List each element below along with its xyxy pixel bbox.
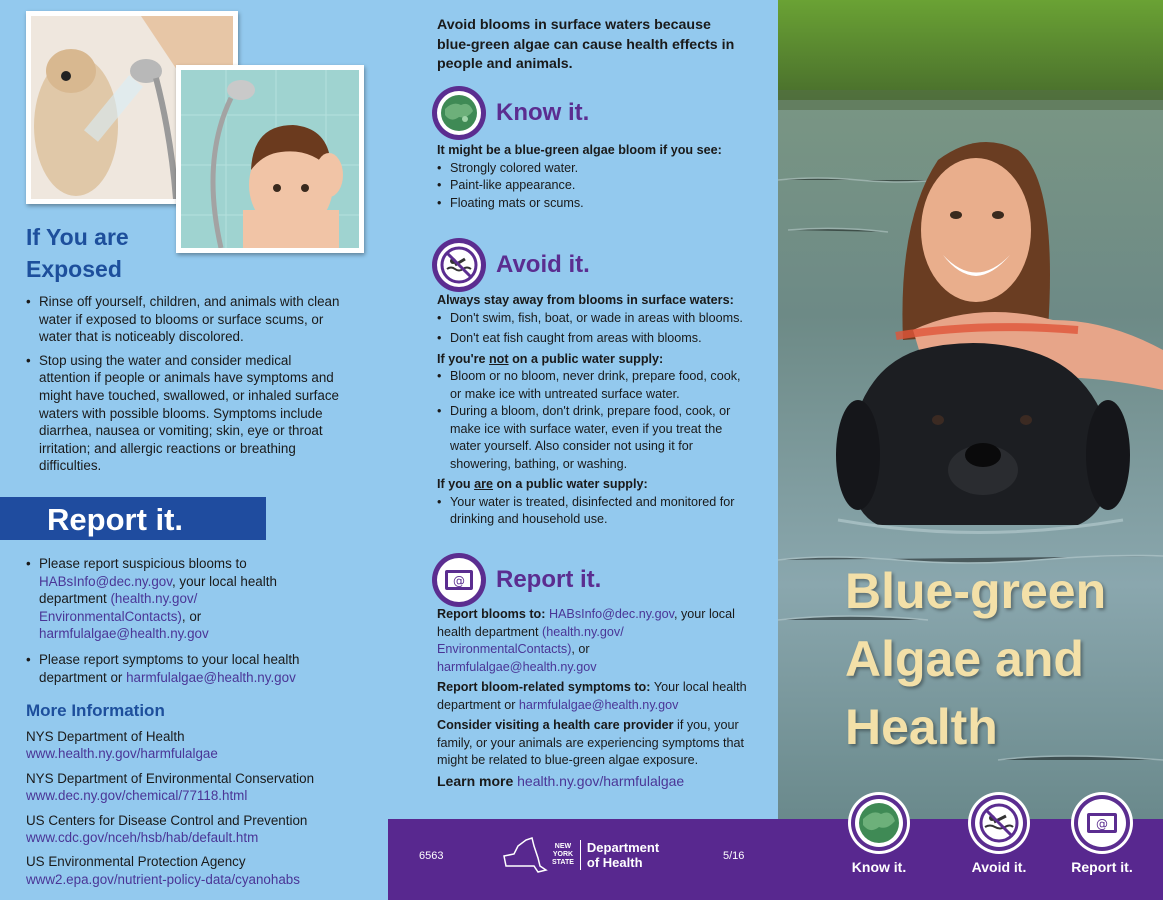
report-paragraph: Consider visiting a health care provider if you, your family, or your animals are experiencing symptoms that might be related to blue-green algae exposure. bbox=[437, 718, 745, 767]
badge-know bbox=[846, 792, 912, 875]
email-link-harmfulalgae[interactable]: harmfulalgae@health.ny.gov bbox=[518, 697, 679, 712]
department-name: Department of Health bbox=[580, 840, 659, 870]
report-list bbox=[26, 555, 346, 694]
badge-label: Avoid it. bbox=[971, 859, 1027, 875]
report-text: Please report suspicious blooms to bbox=[39, 556, 247, 571]
info-url[interactable]: www.dec.ny.gov/chemical/77118.html bbox=[26, 788, 248, 804]
report-paragraph: Report bloom-related symptoms to: Your local health department or harmfulalgae@health.ny.gov bbox=[437, 680, 747, 712]
avoid-subheading: If you are on a public water supply: bbox=[437, 477, 648, 491]
list-item: • During a bloom, don't drink, prepare food, cook, or make ice with surface water, even if you treat the water yourself. Also consider not using it for showering, bathing, or washing. bbox=[437, 403, 747, 473]
new-york-state-map-icon bbox=[500, 836, 548, 874]
know-lead: It might be a blue-green algae bloom if you see: bbox=[437, 143, 722, 157]
middle-panel bbox=[388, 0, 778, 900]
list-item bbox=[26, 651, 346, 686]
list-item: • Paint-like appearance. bbox=[437, 177, 747, 195]
exposed-list bbox=[26, 293, 346, 481]
email-link-harmfulalgae[interactable]: harmfulalgae@health.ny.gov bbox=[126, 669, 296, 685]
info-item bbox=[26, 770, 376, 805]
badge-report bbox=[1064, 792, 1140, 875]
email-link-habsinfo[interactable]: HABsInfo@dec.ny.gov bbox=[39, 573, 172, 589]
report-text: Please report symptoms to your local health department or bbox=[39, 651, 300, 685]
info-url[interactable]: www.cdc.gov/nceh/hsb/hab/default.htm bbox=[26, 830, 259, 846]
info-org: US Environmental Protection Agency bbox=[26, 854, 246, 870]
avoid-section bbox=[437, 292, 747, 529]
learn-more-link[interactable]: health.ny.gov/harmfulalgae bbox=[517, 772, 685, 789]
left-panel bbox=[0, 0, 388, 900]
avoid-subheading: If you're not on a public water supply: bbox=[437, 351, 664, 366]
list-item: • Strongly colored water. bbox=[437, 160, 747, 178]
swimming-woman-dog-photo bbox=[778, 0, 1163, 900]
list-item: • Rinse off yourself, children, and animals with clean water if exposed to blooms or surface scums, or water that is noticeably discolored. bbox=[26, 293, 346, 346]
report-text: , or bbox=[181, 608, 202, 624]
list-item: • Don't swim, fish, boat, or wade in areas with blooms. bbox=[437, 310, 747, 328]
globe-icon bbox=[855, 799, 903, 847]
list-item: • Bloom or no bloom, never drink, prepare food, cook, or make ice with untreated surface water. bbox=[437, 368, 747, 403]
know-heading: Know it. bbox=[496, 99, 590, 126]
globe-icon bbox=[432, 86, 486, 140]
report-heading: Report it. bbox=[496, 566, 602, 593]
info-item bbox=[26, 853, 376, 888]
publication-date: 5/16 bbox=[723, 850, 745, 862]
footer-bar bbox=[388, 819, 778, 900]
know-section bbox=[437, 142, 747, 212]
learn-more: Learn more health.ny.gov/harmfulalgae bbox=[437, 772, 685, 789]
info-org: NYS Department of Environmental Conservation bbox=[26, 770, 315, 786]
list-item: • Your water is treated, disinfected and monitored for drinking and household use. bbox=[437, 494, 747, 529]
no-swimming-icon bbox=[432, 238, 486, 292]
know-header bbox=[432, 86, 589, 140]
badge-avoid bbox=[964, 792, 1034, 875]
nys-doh-logo bbox=[500, 836, 659, 874]
report-section bbox=[437, 606, 747, 793]
no-swimming-icon bbox=[975, 799, 1023, 847]
exposed-heading: If You are Exposed bbox=[26, 224, 129, 282]
list-item bbox=[26, 555, 346, 643]
list-item: • Stop using the water and consider medical attention if people or animals have symptoms and might have touched, swallowed, or inhaled surface waters with possible blooms. Symptoms include diarrhea, nausea or vomiting; skin, eye or throat irritation; and allergic reactions or breathing difficulties. bbox=[26, 352, 346, 475]
cover-title: Blue-green Algae and Health bbox=[845, 563, 1107, 755]
report-banner: Report it. bbox=[0, 497, 266, 540]
publication-number: 6563 bbox=[419, 850, 444, 862]
email-link-habsinfo[interactable]: HABsInfo@dec.ny.gov bbox=[548, 607, 674, 621]
environmental-contacts-link[interactable]: (health.ny.gov/ EnvironmentalContacts) bbox=[39, 591, 198, 624]
info-url[interactable]: www2.epa.gov/nutrient-policy-data/cyanohabs bbox=[26, 871, 300, 887]
email-icon bbox=[1078, 799, 1126, 847]
badge-label: Report it. bbox=[1071, 859, 1133, 875]
list-item: • Don't eat fish caught from areas with blooms. bbox=[437, 330, 747, 348]
email-link-harmfulalgae[interactable]: harmfulalgae@health.ny.gov bbox=[39, 626, 209, 642]
nys-wordmark: NEW YORK STATE bbox=[552, 843, 574, 866]
info-org: NYS Department of Health bbox=[26, 729, 185, 744]
badge-label: Know it. bbox=[851, 859, 907, 875]
info-item bbox=[26, 728, 376, 763]
cover-panel bbox=[778, 0, 1163, 900]
info-url[interactable]: www.health.ny.gov/harmfulalgae bbox=[26, 746, 218, 762]
avoid-header bbox=[432, 238, 590, 292]
environmental-contacts-link[interactable]: (health.ny.gov/ EnvironmentalContacts) bbox=[437, 624, 624, 656]
svg-text:@: @ bbox=[1096, 817, 1108, 831]
intro-text: Avoid blooms in surface waters because blue-green algae can cause health effects in people and animals. bbox=[437, 17, 735, 72]
avoid-lead: Always stay away from blooms in surface waters: bbox=[437, 293, 734, 307]
info-item bbox=[26, 812, 376, 847]
info-org: US Centers for Disease Control and Prevention bbox=[26, 812, 308, 828]
list-item: • Floating mats or scums. bbox=[437, 195, 747, 213]
report-text: , your local health department bbox=[39, 573, 277, 607]
email-link-harmfulalgae[interactable]: harmfulalgae@health.ny.gov bbox=[437, 659, 597, 674]
report-paragraph: Report blooms to: HABsInfo@dec.ny.gov, your local health department (health.ny.gov/ EnvironmentalContacts), or harmfulalgae@health.ny.gov bbox=[437, 607, 735, 674]
email-icon bbox=[432, 553, 486, 607]
avoid-heading: Avoid it. bbox=[496, 251, 590, 278]
report-header bbox=[432, 553, 601, 607]
more-info-list bbox=[26, 728, 376, 895]
more-info-heading: More Information bbox=[26, 701, 165, 720]
svg-text:@: @ bbox=[453, 574, 465, 588]
